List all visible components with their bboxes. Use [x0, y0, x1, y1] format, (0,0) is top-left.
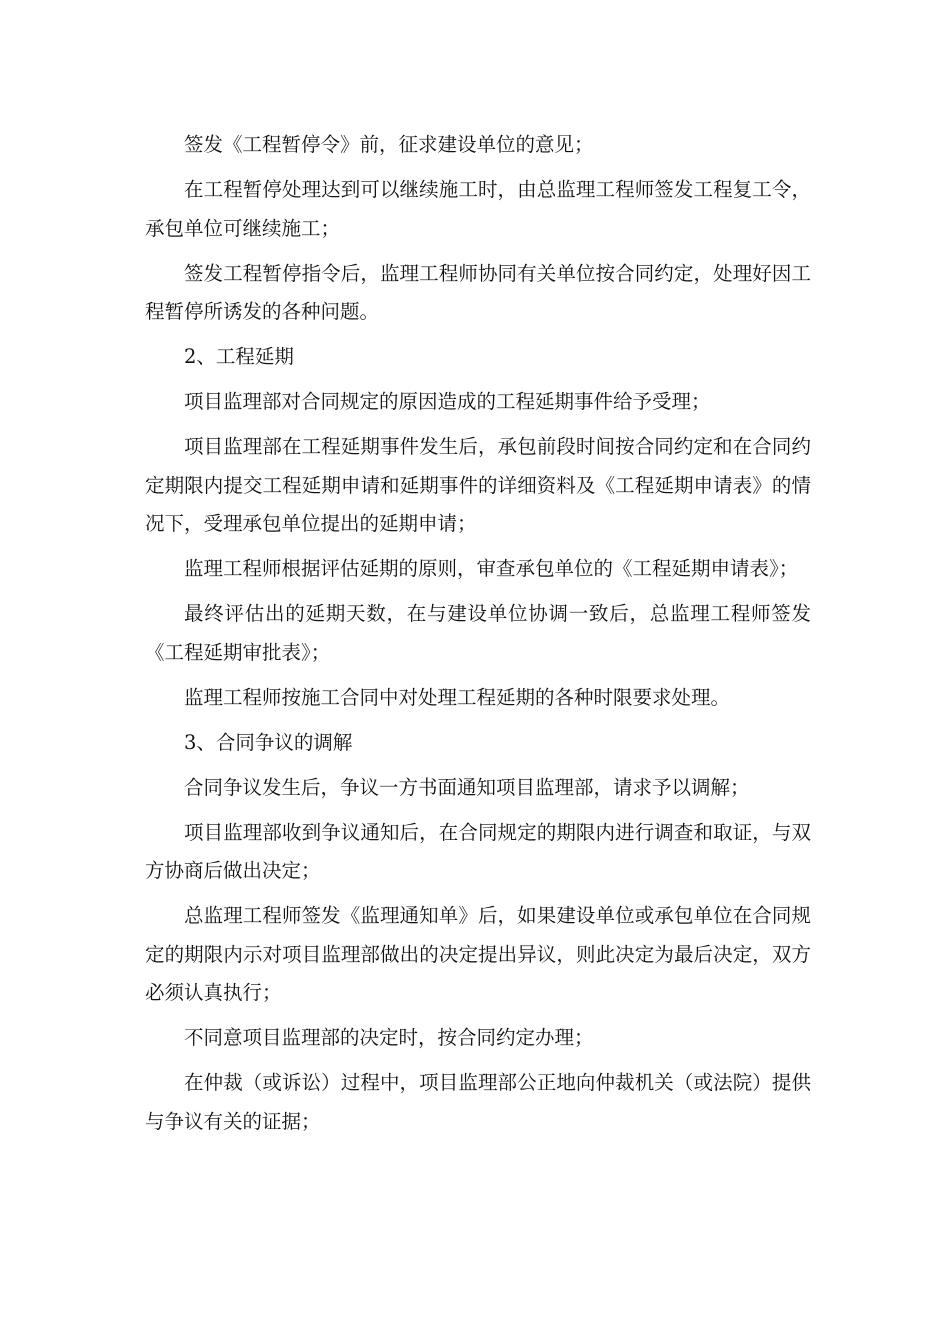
paragraph: 在仲裁（或诉讼）过程中，项目监理部公正地向仲裁机关（或法院）提供与争议有关的证据； [145, 1071, 811, 1133]
paragraph: 项目监理部在工程延期事件发生后，承包前段时间按合同约定和在合同约定期限内提交工程延期申请和延期事件的详细资料及《工程延期申请表》的情况下，受理承包单位提出的延期申请； [145, 435, 811, 535]
paragraph: 在工程暂停处理达到可以继续施工时，由总监理工程师签发工程复工令，承包单位可继续施工； [145, 178, 811, 240]
paragraph: 项目监理部收到争议通知后，在合同规定的期限内进行调查和取证，与双方协商后做出决定； [145, 820, 811, 882]
section-heading: 2、工程延期 [184, 345, 294, 368]
paragraph: 合同争议发生后，争议一方书面通知项目监理部，请求予以调解； [184, 775, 750, 799]
paragraph: 项目监理部对合同规定的原因造成的工程延期事件给予受理； [184, 390, 711, 413]
document-body [145, 126, 811, 1148]
paragraph: 不同意项目监理部的决定时，按合同约定办理； [184, 1026, 594, 1049]
paragraph: 签发工程暂停指令后，监理工程师协同有关单位按合同约定，处理好因工程暂停所诱发的各种问题。 [145, 261, 811, 323]
paragraph: 总监理工程师签发《监理通知单》后，如果建设单位或承包单位在合同规定的期限内示对项目监理部做出的决定提出异议，则此决定为最后决定，双方必须认真执行； [145, 904, 811, 1004]
paragraph: 最终评估出的延期天数，在与建设单位协调一致后，总监理工程师签发《工程延期审批表》； [145, 602, 811, 664]
section-heading: 3、合同争议的调解 [184, 730, 353, 754]
paragraph: 监理工程师按施工合同中对处理工程延期的各种时限要求处理。 [184, 685, 731, 709]
paragraph: 监理工程师根据评估延期的原则，审查承包单位的《工程延期申请表》； [184, 557, 799, 580]
paragraph: 签发《工程暂停令》前，征求建设单位的意见； [184, 133, 594, 156]
